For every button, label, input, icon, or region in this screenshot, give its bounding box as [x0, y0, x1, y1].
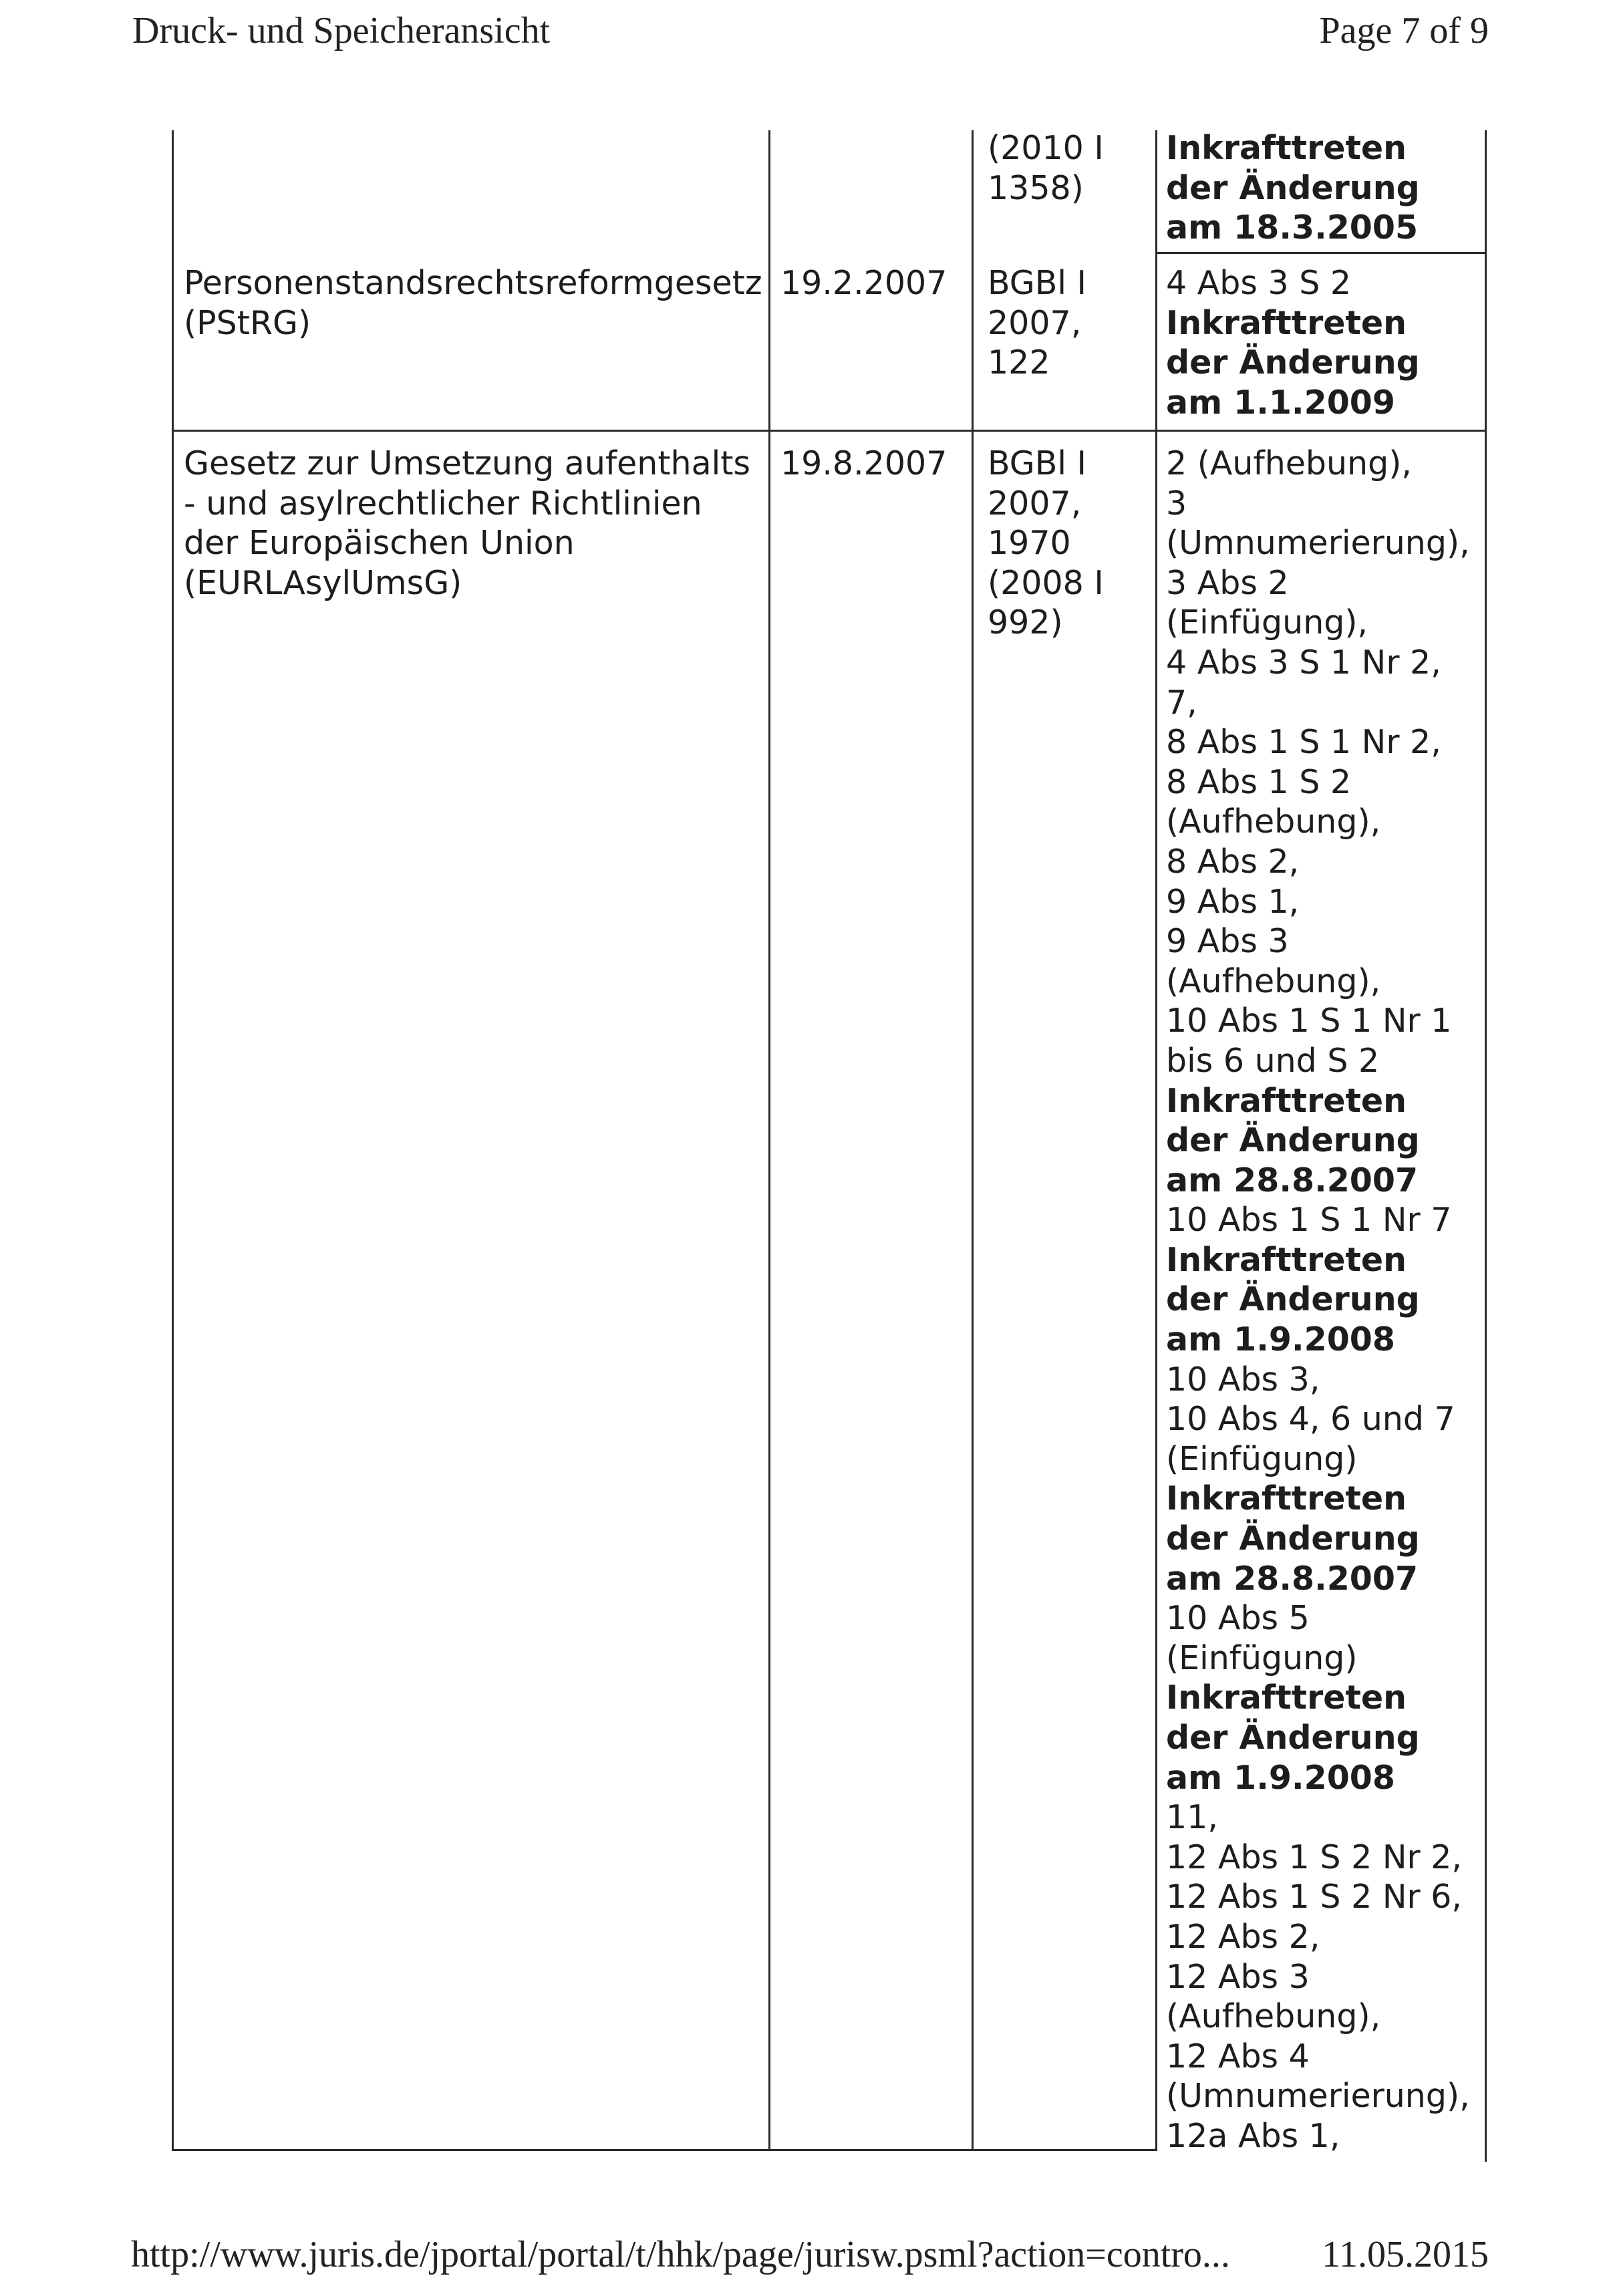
cell-line: 2007,	[988, 303, 1082, 342]
cell-line: Gesetz zur Umsetzung aufenthalts	[184, 444, 750, 482]
cell-line-bold: Inkrafttreten	[1166, 1479, 1407, 1518]
row-divider-1	[1155, 252, 1487, 254]
cell-line-bold: der Änderung	[1166, 1280, 1420, 1319]
cell-line: 10 Abs 3,	[1166, 1360, 1320, 1399]
page-header-title: Druck- und Speicheransicht	[132, 10, 551, 51]
cell-line: 12a Abs 1,	[1166, 2116, 1340, 2155]
cell-line: 11,	[1166, 1798, 1218, 1837]
cell-line: (2010 I	[988, 129, 1104, 167]
table-border-right	[1485, 130, 1487, 2162]
cell-line: (Einfügung)	[1166, 1638, 1358, 1677]
row-divider-2	[172, 430, 1487, 432]
cell-line: BGBl I	[988, 264, 1086, 302]
table-border-bottom	[172, 2149, 1157, 2151]
cell-line: 2007,	[988, 484, 1082, 523]
table-border-col2	[972, 130, 974, 2150]
cell-line: 12 Abs 1 S 2 Nr 6,	[1166, 1878, 1462, 1916]
row2-law-name	[184, 263, 762, 343]
cell-line-bold: Inkrafttreten	[1166, 129, 1407, 167]
cell-line: (PStRG)	[184, 303, 311, 342]
cell-line: 12 Abs 1 S 2 Nr 2,	[1166, 1838, 1462, 1876]
cell-line-bold: Inkrafttreten	[1166, 1081, 1407, 1120]
cell-line: 4 Abs 3 S 1 Nr 2,	[1166, 643, 1441, 682]
row3-law-name	[184, 444, 750, 603]
cell-line: 9 Abs 3	[1166, 922, 1289, 961]
cell-line-bold: Inkrafttreten	[1166, 1240, 1407, 1279]
cell-line: bis 6 und S 2	[1166, 1041, 1380, 1080]
cell-line: 8 Abs 2,	[1166, 842, 1300, 881]
cell-line: (EURLAsylUmsG)	[184, 563, 462, 602]
table-border-left	[172, 130, 174, 2150]
cell-line: 10 Abs 4, 6 und 7	[1166, 1400, 1455, 1439]
cell-line: 9 Abs 1,	[1166, 882, 1300, 921]
cell-line: 12 Abs 3	[1166, 1957, 1310, 1996]
table-border-col1	[768, 130, 770, 2150]
cell-line-bold: am 1.9.2008	[1166, 1758, 1395, 1797]
cell-line: 992)	[988, 603, 1063, 642]
row2-source	[988, 263, 1086, 383]
cell-line-bold: Inkrafttreten	[1166, 303, 1407, 342]
cell-line: (Aufhebung),	[1166, 1997, 1381, 2036]
cell-line-bold: am 28.8.2007	[1166, 1161, 1419, 1199]
cell-line: 122	[988, 343, 1050, 382]
cell-line-bold: am 1.9.2008	[1166, 1320, 1395, 1359]
footer-url: http://www.juris.de/jportal/portal/t/hhk/page/jurisw.psml?action=contro...	[131, 2234, 1230, 2275]
cell-line: 10 Abs 1 S 1 Nr 1	[1166, 1002, 1452, 1040]
cell-line-bold: am 18.3.2005	[1166, 208, 1419, 247]
cell-line: 3	[1166, 484, 1187, 523]
page-number: Page 7 of 9	[1319, 10, 1489, 51]
cell-line-bold: Inkrafttreten	[1166, 1679, 1407, 1717]
cell-line: (2008 I	[988, 563, 1104, 602]
cell-line: BGBl I	[988, 444, 1086, 482]
row3-source	[988, 444, 1104, 643]
cell-line: (Einfügung)	[1166, 1439, 1358, 1478]
row1-source	[988, 128, 1104, 208]
cell-line: 12 Abs 2,	[1166, 1917, 1320, 1956]
cell-line: 10 Abs 5	[1166, 1599, 1310, 1638]
cell-line: - und asylrechtlicher Richtlinien	[184, 484, 702, 523]
cell-line: 10 Abs 1 S 1 Nr 7	[1166, 1201, 1452, 1240]
cell-line: 12 Abs 4	[1166, 2037, 1310, 2075]
table-border-col3	[1155, 130, 1157, 2150]
cell-line: 7,	[1166, 683, 1197, 722]
footer-date: 11.05.2015	[1322, 2234, 1489, 2275]
cell-line: 3 Abs 2	[1166, 563, 1289, 602]
cell-line: Personenstandsrechtsreformgesetz	[184, 264, 762, 302]
row1-changes	[1166, 128, 1420, 248]
cell-line: 1358)	[988, 168, 1084, 207]
row2-date: 19.2.2007	[780, 264, 947, 302]
cell-line: 4 Abs 3 S 2	[1166, 264, 1352, 302]
cell-line: (Umnumerierung),	[1166, 524, 1470, 563]
row3-date: 19.8.2007	[780, 444, 947, 482]
row3-changes	[1166, 444, 1470, 2156]
cell-line: 2 (Aufhebung),	[1166, 444, 1412, 482]
cell-line: (Einfügung),	[1166, 603, 1368, 642]
cell-line-bold: der Änderung	[1166, 343, 1420, 382]
cell-line-bold: am 28.8.2007	[1166, 1559, 1419, 1598]
cell-line-bold: der Änderung	[1166, 1520, 1420, 1558]
cell-line-bold: am 1.1.2009	[1166, 383, 1395, 422]
cell-line: 8 Abs 1 S 1 Nr 2,	[1166, 723, 1441, 762]
cell-line-bold: der Änderung	[1166, 168, 1420, 207]
cell-line: der Europäischen Union	[184, 524, 575, 563]
cell-line: 1970	[988, 524, 1071, 563]
cell-line: (Aufhebung),	[1166, 962, 1381, 1000]
cell-line-bold: der Änderung	[1166, 1719, 1420, 1757]
cell-line-bold: der Änderung	[1166, 1121, 1420, 1160]
row2-changes	[1166, 263, 1420, 422]
cell-line: 8 Abs 1 S 2	[1166, 762, 1352, 801]
cell-line: (Aufhebung),	[1166, 803, 1381, 841]
cell-line: (Umnumerierung),	[1166, 2077, 1470, 2116]
